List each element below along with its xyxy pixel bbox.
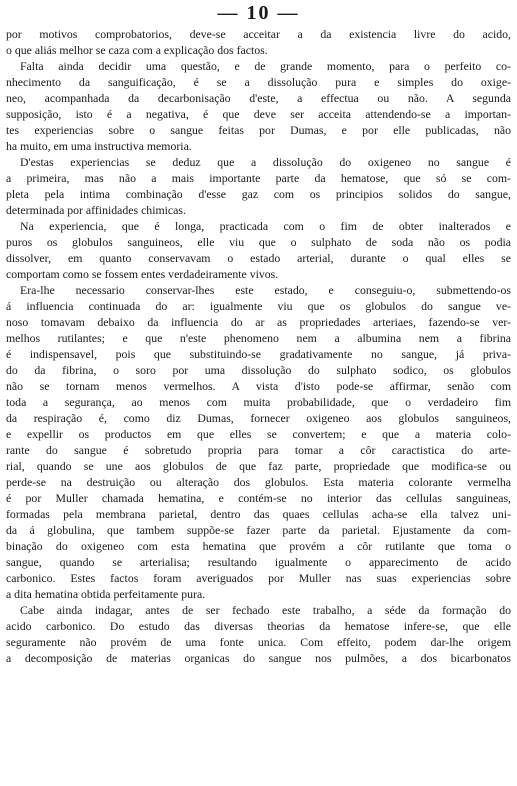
- text-line: sangue, quando se arterialisa; resultando igualmente o apparecimento de acido: [6, 555, 511, 569]
- text-line: neo, acompanhada da decarbonisação d'este, a effectua ou não. A segunda: [6, 91, 511, 105]
- paragraph: [6, 282, 511, 602]
- text-line: do da fibrina, o soro por uma dissolução do sulphato sodico, os globulos: [6, 363, 511, 377]
- text-line: ha muito, em uma instructiva memoria.: [6, 139, 192, 153]
- text-line: formadas pela membrana parietal, dentro das quaes cellulas acha-se ella talvez uni-: [6, 507, 511, 521]
- text-line: não se tornam menos vermelhos. A vista d'isto pode-se affirmar, senão com: [6, 379, 511, 393]
- text-line: a decomposição de materias organicas do sangue nos pulmões, a dos bicarbonatos: [6, 651, 511, 665]
- text-line: rante do sangue é sobretudo propria para tomar a côr caractistica do arte-: [6, 443, 511, 457]
- body-text: [6, 26, 511, 666]
- text-line: rial, quando se une aos globulos de que faz parte, propriedade que modifica-se ou: [6, 459, 511, 473]
- text-line: a dita hematina obtida perfeitamente pura.: [6, 587, 206, 601]
- text-line: é indispensavel, pois que substituindo-se gradativamente no sangue, já priva-: [6, 347, 511, 361]
- text-line: Na experiencia, que é longa, practicada com o fim de obter inalterados e: [20, 219, 511, 233]
- text-line: e expellir os productos em que elles se convertem; e que a materia colo-: [6, 427, 511, 441]
- text-line: determinada por affinidades chimicas.: [6, 203, 186, 217]
- text-line: noso tomavam debaixo da influencia do ar as propriedades arteriaes, fazendo-se ver-: [6, 315, 511, 329]
- text-line: perde-se na destruição ou alteração dos globulos. Esta materia colorante vermelha: [6, 475, 511, 489]
- text-line: tes experiencias sobre o sangue feitas por Dumas, e por elle publicadas, não: [6, 123, 511, 137]
- text-line: melhos rutilantes; e que n'este phenomeno nem a albumina nem a fibrina: [6, 331, 511, 345]
- text-line: é por Muller chamada hematina, e contém-se no interior das cellulas sanguineas,: [6, 491, 511, 505]
- text-line: a primeira, mas não a mais importante parte da hematose, que só se com-: [6, 171, 511, 185]
- text-line: por motivos comprobatorios, deve-se acceitar a da existencia livre do acido,: [6, 27, 511, 41]
- paragraph: [6, 602, 511, 666]
- text-line: seguramente não provém de uma fonte unica. Com effeito, podem dar-lhe origem: [6, 635, 511, 649]
- text-line: D'estas experiencias se deduz que a dissolução do oxigeneo no sangue é: [20, 155, 511, 169]
- text-line: dissolver, em quanto conservavam o estado arterial, durante o qual elles se: [6, 251, 511, 265]
- text-line: acido carbonico. Do estudo das diversas theorias da hematose infere-se, que elle: [6, 619, 511, 633]
- text-line: Era-lhe necessario conservar-lhes este estado, e conseguiu-o, submettendo-os: [20, 283, 511, 297]
- paragraph: [6, 154, 511, 218]
- text-line: comportam como se fossem entes verdadeiramente vivos.: [6, 267, 279, 281]
- text-line: Falta ainda decidir uma questão, e de grande momento, para o perfeito co-: [20, 59, 511, 73]
- text-line: da á globulina, que tambem suppõe-se fazer parte da parietal. Ejustamente da com-: [6, 523, 511, 537]
- text-line: da respiração é, como diz Dumas, fornecer oxigeneo aos globulos sanguineos,: [6, 411, 511, 425]
- text-line: puros os globulos sanguineos, elle viu que o sulphato de soda não os podia: [6, 235, 511, 249]
- text-line: carbonico. Estes factos foram averiguados por Muller nas suas experiencias sobre: [6, 571, 511, 585]
- text-line: pleta pela intima combinação d'esse gaz com os principios solidos do sangue,: [6, 187, 511, 201]
- text-line: Cabe ainda indagar, antes de ser fechado este trabalho, a séde da formação do: [20, 603, 511, 617]
- paragraph: [6, 58, 511, 154]
- text-line: toda a segurança, ao menos com muita probabilidade, que o verdadeiro fim: [6, 395, 511, 409]
- paragraph: [6, 26, 511, 58]
- text-line: o que aliás melhor se caza com a explicação dos factos.: [6, 43, 268, 57]
- text-line: nhecimento da sanguificação, é se a dissolução pura e simples do oxige-: [6, 75, 511, 89]
- text-line: á influencia continuada do ar: igualmente viu que os globulos do sangue ve-: [6, 299, 511, 313]
- text-line: supposição, isto é a negativa, é que deve ser acceita attendendo-se a importan-: [6, 107, 511, 121]
- paragraph: [6, 218, 511, 282]
- text-line: binação do oxigeneo com esta hematina que provém a côr rutilante que toma o: [6, 539, 511, 553]
- page-number: — 10 —: [217, 2, 300, 24]
